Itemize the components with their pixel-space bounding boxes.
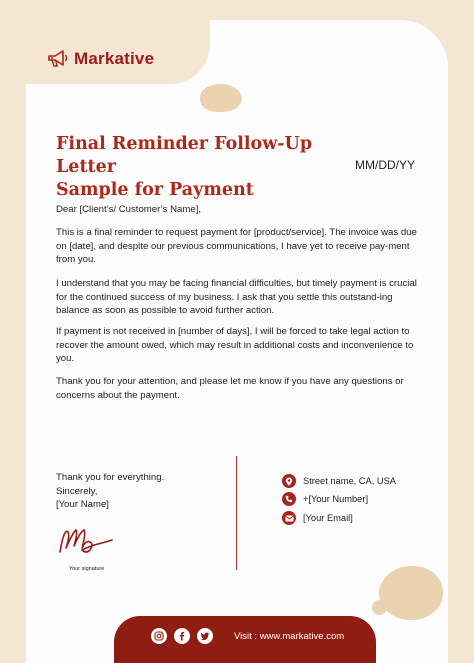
paragraph-4: Thank you for your attention, and please let me know if you have any questions or concerns about the payment. bbox=[56, 376, 404, 401]
phone-icon bbox=[282, 492, 296, 506]
title-line-2: Sample for Payment bbox=[56, 180, 254, 200]
decorative-blob bbox=[200, 84, 242, 112]
contact-email bbox=[282, 511, 353, 525]
paragraph-1: This is a final reminder to request payment for [product/service]. The invoice was due on [date], and despite our previous communications, I have yet to receive pay-ment from you. bbox=[56, 227, 417, 265]
twitter-icon[interactable] bbox=[197, 628, 213, 644]
envelope-icon bbox=[282, 511, 296, 525]
decorative-blob bbox=[379, 566, 443, 620]
brand-logo bbox=[46, 48, 154, 70]
vertical-divider bbox=[236, 456, 237, 570]
closing-name: [Your Name] bbox=[56, 499, 109, 510]
instagram-icon[interactable] bbox=[151, 628, 167, 644]
contact-address bbox=[282, 474, 396, 488]
paragraph-2: I understand that you may be facing financial difficulties, but timely payment is crucial for the continued success of my business. I ask that you settle this outstand-ing balance as soon as possible to avoid further action. bbox=[56, 278, 417, 316]
contact-phone bbox=[282, 492, 368, 506]
email-text: [Your Email] bbox=[303, 513, 353, 523]
salutation: Dear [Client’s/ Customer’s Name], bbox=[56, 204, 202, 215]
letter-date: MM/DD/YY bbox=[355, 158, 415, 172]
phone-text: +[Your Number] bbox=[303, 494, 369, 504]
facebook-icon[interactable] bbox=[174, 628, 190, 644]
closing-sincerely: Sincerely, bbox=[56, 485, 98, 497]
title-line-1: Final Reminder Follow-Up Letter bbox=[56, 134, 313, 177]
website-link[interactable]: Visit : www.markative.com bbox=[234, 631, 345, 642]
address-text: Street name, CA, USA bbox=[303, 476, 397, 486]
closing-block bbox=[56, 471, 164, 512]
header-band bbox=[0, 0, 210, 84]
closing-thanks: Thank you for everything. bbox=[56, 472, 165, 483]
location-pin-icon bbox=[282, 474, 296, 488]
decorative-blob bbox=[372, 600, 387, 615]
paragraph-3: If payment is not received in [number of days], I will be forced to take legal action to recover the amount owed, which may result in additional costs and inconvenience to you. bbox=[56, 326, 414, 364]
handwritten-signature bbox=[56, 522, 118, 560]
megaphone-icon bbox=[46, 48, 70, 70]
signature-label: Your signature bbox=[69, 566, 105, 572]
letter-title bbox=[56, 133, 356, 202]
brand-name: Markative bbox=[74, 49, 155, 68]
